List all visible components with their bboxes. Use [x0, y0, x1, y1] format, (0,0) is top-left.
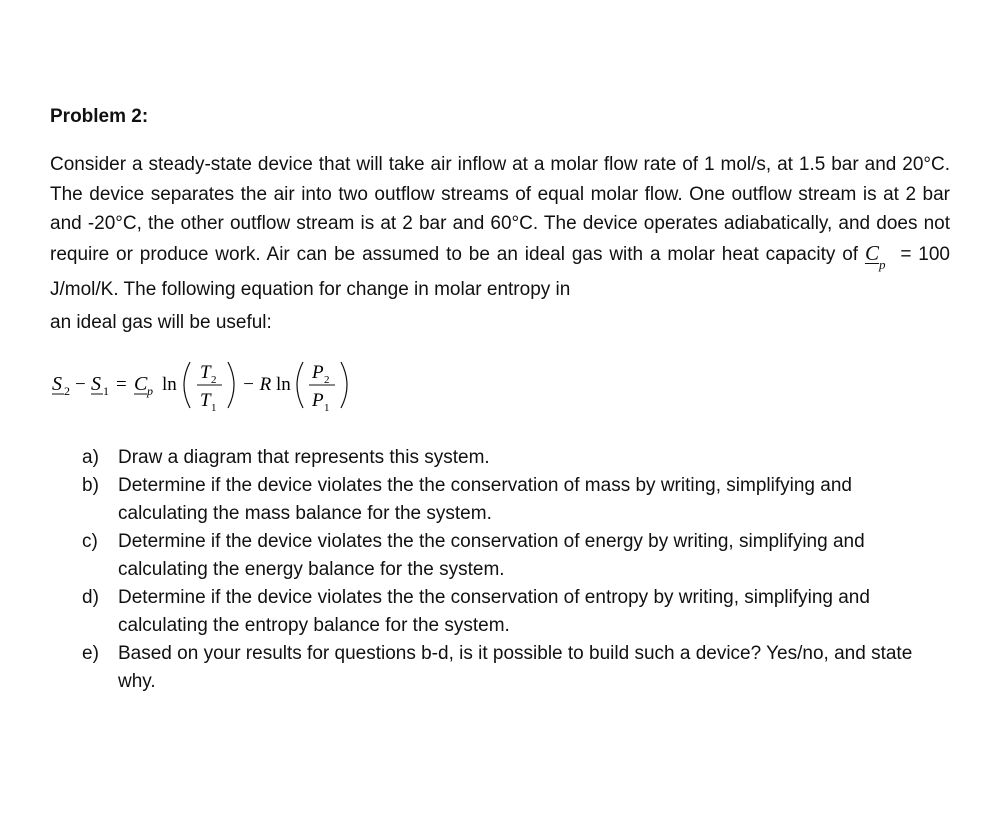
eq-s2-sub: 2	[64, 384, 70, 398]
eq-t1: T	[200, 390, 211, 411]
problem-statement	[50, 150, 950, 337]
question-text: Draw a diagram that represents this system.	[118, 447, 490, 468]
eq-paren-open-2	[297, 362, 303, 408]
eq-p2-sub: 2	[324, 374, 330, 386]
question-item	[78, 444, 938, 472]
question-marker: e)	[82, 643, 99, 664]
cp-symbol: $C_p$	[864, 240, 886, 272]
eq-t1-sub: 1	[211, 402, 217, 414]
eq-ln-1: ln	[162, 374, 177, 395]
question-list	[78, 444, 938, 696]
entropy-equation-svg	[50, 350, 370, 422]
eq-cp: C	[134, 373, 148, 395]
eq-minus-1: −	[75, 374, 86, 395]
eq-paren-close-2	[341, 362, 347, 408]
question-item	[78, 528, 938, 584]
question-item	[78, 584, 938, 640]
eq-paren-open-1	[184, 362, 190, 408]
question-item	[78, 640, 938, 696]
question-text: Determine if the device violates the the conservation of energy by writing, simplifying and calculating the energy balance for the system.	[118, 531, 865, 580]
problem-intro-text: Consider a steady-state device that will take air inflow at a molar flow rate of 1 mol/s, at 1.5 bar and 20°C. The device separates the air into two outflow streams of equal molar flow. One outflow stream is at 2 bar and -20°C, the other outflow stream is at 2 bar and 60°C. The device operates adiabatically, and does not require or produce work. Air can be assumed to be an ideal gas with a molar heat capacity of	[50, 154, 950, 265]
eq-t2: T	[200, 362, 211, 383]
question-marker: b)	[82, 475, 99, 496]
eq-p1-sub: 1	[324, 402, 330, 414]
eq-paren-close-1	[228, 362, 234, 408]
entropy-equation	[50, 350, 370, 420]
question-text: Determine if the device violates the the conservation of entropy by writing, simplifying and calculating the entropy balance for the system.	[118, 587, 870, 636]
eq-minus-r: − R	[242, 374, 272, 395]
eq-s1: S	[91, 373, 101, 395]
problem-intro-text-final: an ideal gas will be useful:	[50, 311, 272, 333]
eq-s2: S	[52, 373, 62, 395]
eq-p1: P	[312, 390, 324, 411]
eq-s1-sub: 1	[103, 384, 109, 398]
eq-p2: P	[312, 362, 324, 383]
question-marker: a)	[82, 447, 99, 468]
problem-intro-text-continued: = 100 J/mol/K. The following equation for change in molar entropy in	[50, 243, 950, 301]
eq-equals: =	[116, 374, 127, 395]
question-marker: d)	[82, 587, 99, 608]
eq-t2-sub: 2	[211, 374, 217, 386]
eq-cp-sub: p	[147, 384, 153, 398]
question-marker: c)	[82, 531, 98, 552]
eq-ln-2: ln	[276, 374, 291, 395]
problem-title: Problem 2:	[50, 106, 149, 127]
question-text: Based on your results for questions b-d, is it possible to build such a device? Yes/no, and state why.	[118, 643, 913, 692]
question-text: Determine if the device violates the the conservation of mass by writing, simplifying and calculating the mass balance for the system.	[118, 475, 852, 524]
question-item	[78, 472, 938, 528]
